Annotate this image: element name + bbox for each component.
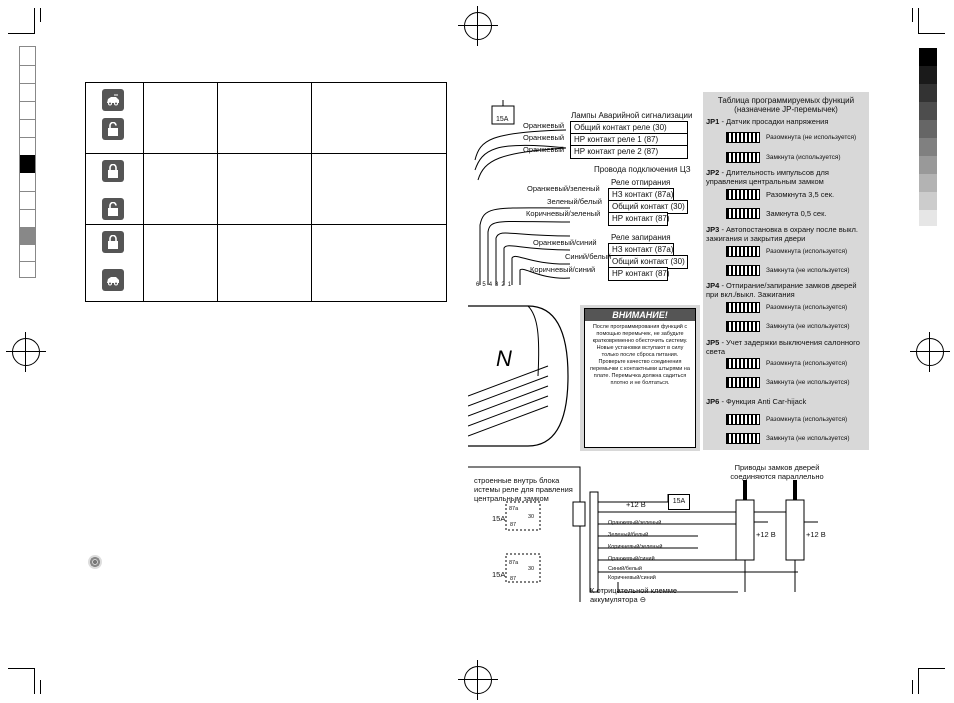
hazard-contact-2: НР контакт реле 1 (87) xyxy=(570,133,688,147)
registration-mark-bottom xyxy=(464,666,492,694)
jp3-option-closed: Замкнута (не используется) xyxy=(766,267,850,274)
jp2-option-closed: Замкнута 0,5 сек. xyxy=(766,209,827,218)
jumper-open-icon xyxy=(726,246,760,257)
actuators-title: Приводы замков дверей соединяются параллельно xyxy=(730,463,824,481)
pin-numbers: 6 5 4 3 2 1 xyxy=(476,282,512,288)
wire-label: Зеленый/белый xyxy=(547,197,602,206)
jp6-option-open: Разомкнута (используется) xyxy=(766,416,848,423)
bottom-wire-label: Коричневый/синий xyxy=(608,575,656,581)
left-color-strip xyxy=(19,46,36,278)
ground-label: К отрицательной клемме аккумулятора ⊖ xyxy=(590,586,678,604)
jp1-option-open: Разомкнута (не используется) xyxy=(766,134,857,141)
lock-contact-3: НР контакт (87) xyxy=(608,267,668,281)
crop-mark xyxy=(8,33,34,34)
registration-mark-right xyxy=(916,338,944,366)
lock-relay-title: Реле запирания xyxy=(608,232,666,244)
fuse-left-label: 15A xyxy=(492,514,506,523)
crop-mark xyxy=(40,8,41,22)
jp1-label: JP1 - Датчик просадки напряжения xyxy=(706,117,829,126)
jp4-option-open: Разомкнута (используется) xyxy=(766,304,848,311)
warning-panel xyxy=(580,305,700,451)
plus12-label: +12 В xyxy=(756,530,776,539)
jumper-closed-icon xyxy=(726,265,760,276)
jp2-option-open: Разомкнута 3,5 сек. xyxy=(766,190,835,199)
jp1-option-closed: Замкнута (используется) xyxy=(766,154,841,161)
bottom-wire-label: Зеленый/белый xyxy=(608,532,649,538)
jumper-closed-icon xyxy=(726,321,760,332)
jp4-option-closed: Замкнута (не используется) xyxy=(766,323,850,330)
crop-mark xyxy=(918,8,919,34)
wire-label: Оранжевый/синий xyxy=(533,238,597,247)
wire-label: Оранжевый xyxy=(523,121,565,130)
lock-icon xyxy=(102,231,124,253)
jumper-closed-icon xyxy=(726,152,760,163)
jumper-open-icon xyxy=(726,132,760,143)
wire-label: Коричневый/синий xyxy=(530,265,596,274)
relay-pin: 87a xyxy=(509,506,519,512)
unlock-contact-1: НЗ контакт (87а) xyxy=(608,188,674,202)
unlock-contact-2: Общий контакт (30) xyxy=(608,200,688,214)
crop-mark xyxy=(40,680,41,694)
wire-label: Коричневый/зеленый xyxy=(526,209,601,218)
svg-text:N: N xyxy=(496,346,512,371)
control-unit-drawing xyxy=(468,296,580,456)
crop-mark xyxy=(8,668,34,669)
jp6-option-closed: Замкнута (не используется) xyxy=(766,435,850,442)
warning-text: После программирования функций с помощью перемычек, не забудьте кратковременно обесточить систему. Новые установки вступают в силу только после сброса питания. Проверьте качество соединения перемычки с контактными штырями на плате. Перемычка должна садиться плотно и не болтаться. xyxy=(590,324,690,386)
car-alarm-icon xyxy=(102,89,124,111)
jp3-option-open: Разомкнута (используется) xyxy=(766,248,848,255)
bottom-wire-label: Оранжевый/синий xyxy=(608,556,655,562)
fuse-label: 15A xyxy=(496,116,509,123)
bottom-wire-label: Синий/белый xyxy=(608,566,642,572)
bottom-wire-label: Коричневый/зеленый xyxy=(608,544,663,550)
registration-mark-left xyxy=(12,338,40,366)
jumper-open-icon xyxy=(726,302,760,313)
lock-contact-1: НЗ контакт (87а) xyxy=(608,243,674,257)
plus12-label: +12 В xyxy=(806,530,826,539)
lock-contact-2: Общий контакт (30) xyxy=(608,255,688,269)
jumper-closed-icon xyxy=(726,377,760,388)
unlock-relay-title: Реле отпирания xyxy=(608,177,666,189)
warning-title: ВНИМАНИЕ! xyxy=(585,309,695,321)
crop-mark xyxy=(34,668,35,694)
jp4-label: JP4 - Отпирание/запирание замков дверей при вкл./выкл. Зажигания xyxy=(706,281,857,299)
plus12-label: +12 В xyxy=(626,500,646,509)
relay-pin: 87 xyxy=(510,576,517,582)
jumper-closed-icon xyxy=(726,208,760,219)
jp5-label: JP5 - Учет задержки выключения салонного света xyxy=(706,338,860,356)
jumper-closed-icon xyxy=(726,433,760,444)
crop-mark xyxy=(912,8,913,22)
crop-mark xyxy=(912,680,913,694)
cl-wires-title: Провода подключения ЦЗ xyxy=(594,165,691,174)
car-alarm-icon xyxy=(102,269,124,291)
unlock-icon xyxy=(102,118,124,140)
lock-icon xyxy=(102,160,124,182)
jumper-open-icon xyxy=(726,189,760,200)
jp5-option-open: Разомкнута (используется) xyxy=(766,360,848,367)
crop-mark xyxy=(919,33,945,34)
jumper-open-icon xyxy=(726,414,760,425)
jp5-option-closed: Замкнута (не используется) xyxy=(766,379,850,386)
wire-label: Оранжевый xyxy=(523,133,565,142)
relay-pin: 87 xyxy=(510,522,517,528)
unlock-contact-3: НР контакт (87) xyxy=(608,212,668,226)
relay-description: строенные внутрь блока истемы реле для правления центральным замком xyxy=(474,476,573,503)
right-gray-scale xyxy=(919,48,937,226)
hazard-contact-1: Общий контакт реле (30) xyxy=(570,121,688,135)
jp-table-title: Таблица программируемых функций (назначение JP-перемычек) xyxy=(717,96,855,114)
fuse-top-box: 15A xyxy=(668,494,690,510)
jp2-label: JP2 - Длительность импульсов для управления центральным замком xyxy=(706,168,829,186)
relay-pin: 30 xyxy=(528,514,535,520)
wire-label: Оранжевый xyxy=(523,145,565,154)
jumper-open-icon xyxy=(726,358,760,369)
jp3-label: JP3 - Автопостановка в охрану после выкл. зажигания и закрытия двери xyxy=(706,225,858,243)
jp6-label: JP6 - Функция Anti Car-hijack xyxy=(706,397,807,406)
fuse-left-label: 15A xyxy=(492,570,506,579)
crop-mark xyxy=(34,8,35,34)
bottom-wire-label: Оранжевый/зеленый xyxy=(608,520,662,526)
speaker-icon xyxy=(88,555,102,569)
wire-label: Оранжевый/зеленый xyxy=(527,184,600,193)
hazard-contact-3: НР контакт реле 2 (87) xyxy=(570,145,688,159)
crop-mark xyxy=(918,668,919,694)
hazard-lamps-title: Лампы Аварийной сигнализации xyxy=(568,110,691,122)
wire-label: Синий/белый xyxy=(565,252,612,261)
crop-mark xyxy=(919,668,945,669)
left-function-table xyxy=(85,82,447,302)
registration-mark-top xyxy=(464,12,492,40)
relay-pin: 30 xyxy=(528,566,535,572)
unlock-icon xyxy=(102,198,124,220)
relay-pin: 87a xyxy=(509,560,519,566)
